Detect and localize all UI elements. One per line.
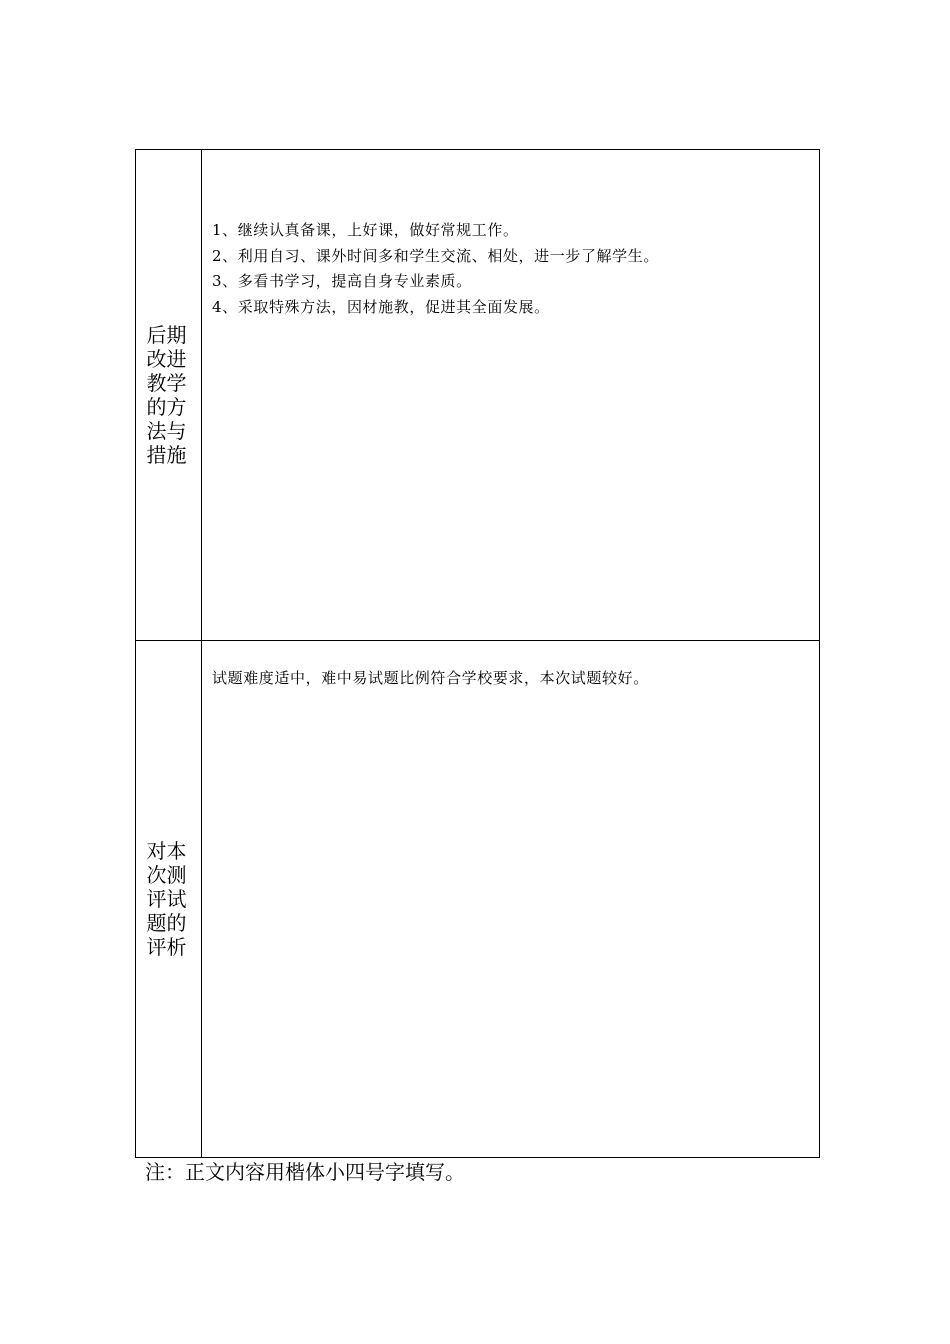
list-item: 4、采取特殊方法，因材施教，促进其全面发展。 [212, 297, 550, 316]
improvement-measures-list [212, 218, 809, 320]
test-evaluation-label-cell [136, 641, 202, 1157]
footnote: 注：正文内容用楷体小四号字填写。 [145, 1160, 465, 1184]
test-evaluation-row [136, 641, 819, 1157]
improvement-measures-row [136, 150, 819, 641]
test-evaluation-label: 对本次测评试题的评析 [146, 839, 187, 959]
test-evaluation-content-cell [202, 641, 819, 1157]
test-evaluation-text: 试题难度适中，难中易试题比例符合学校要求，本次试题较好。 [212, 669, 649, 687]
list-item: 3、多看书学习，提高自身专业素质。 [212, 272, 472, 290]
list-item: 1、继续认真备课，上好课，做好常规工作。 [212, 221, 519, 239]
improvement-measures-label-cell [136, 150, 202, 640]
improvement-measures-content-cell [202, 150, 819, 640]
improvement-measures-label: 后期改进教学的方法与措施 [146, 323, 187, 467]
evaluation-form-table [135, 149, 820, 1158]
list-item: 2、利用自习、课外时间多和学生交流、相处，进一步了解学生。 [212, 246, 659, 265]
